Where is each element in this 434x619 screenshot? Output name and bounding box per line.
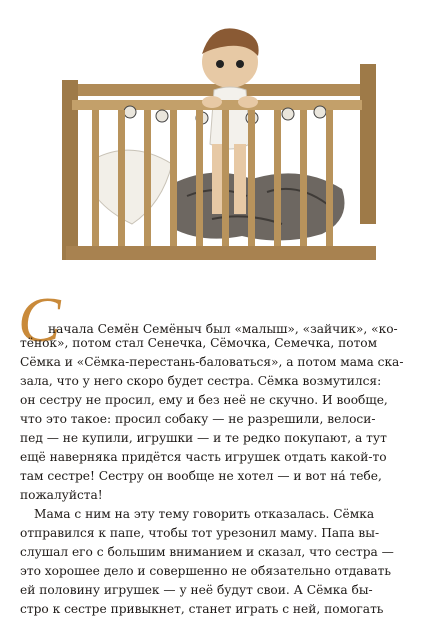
text-line-first: начала Семён Семёныч был «малыш», «зайчик», «ко- [48,322,398,336]
text-line: пожалуйста! [20,488,103,502]
text-line: Мама с ним на эту тему говорить отказалась. Сёмка [34,507,375,521]
text-line: Сёмка и «Сёмка-перестань-баловаться», а потом мама ска- [20,355,404,369]
text-line: ей половину игрушек — у неё будут свои. А Сёмка бы- [20,583,373,597]
text-line: он сестру не просил, ему и без неё не скучно. И вообще, [20,393,388,407]
text-line: это хорошее дело и совершенно не обязательно отдавать [20,564,391,578]
text-line: отправился к папе, чтобы тот урезонил маму. Папа вы- [20,526,380,540]
text-line: ещё наверняка придётся часть игрушек отдать какой-то [20,450,387,464]
text-line: пед — не купили, игрушки — и те редко покупают, а тут [20,431,387,445]
text-line: там сестре! Сестру он вообще не хотел — и вот нá тебе, [20,469,382,483]
text-line: стро к сестре привыкнет, станет играть с ней, помогать [20,602,384,616]
text-line: что это такое: просил собаку — не разрешили, велоси- [20,412,376,426]
text-line: слушал его с большим вниманием и сказал, что сестра — [20,545,394,559]
text-line: тёнок», потом стал Сенечка, Сёмочка, Семечка, потом [20,336,378,350]
drop-cap-letter: С [18,284,61,355]
body-text [20,334,414,619]
text-line: зала, что у него скоро будет сестра. Сёмка возмутился: [20,374,382,388]
crib-child-illustration [52,14,392,276]
